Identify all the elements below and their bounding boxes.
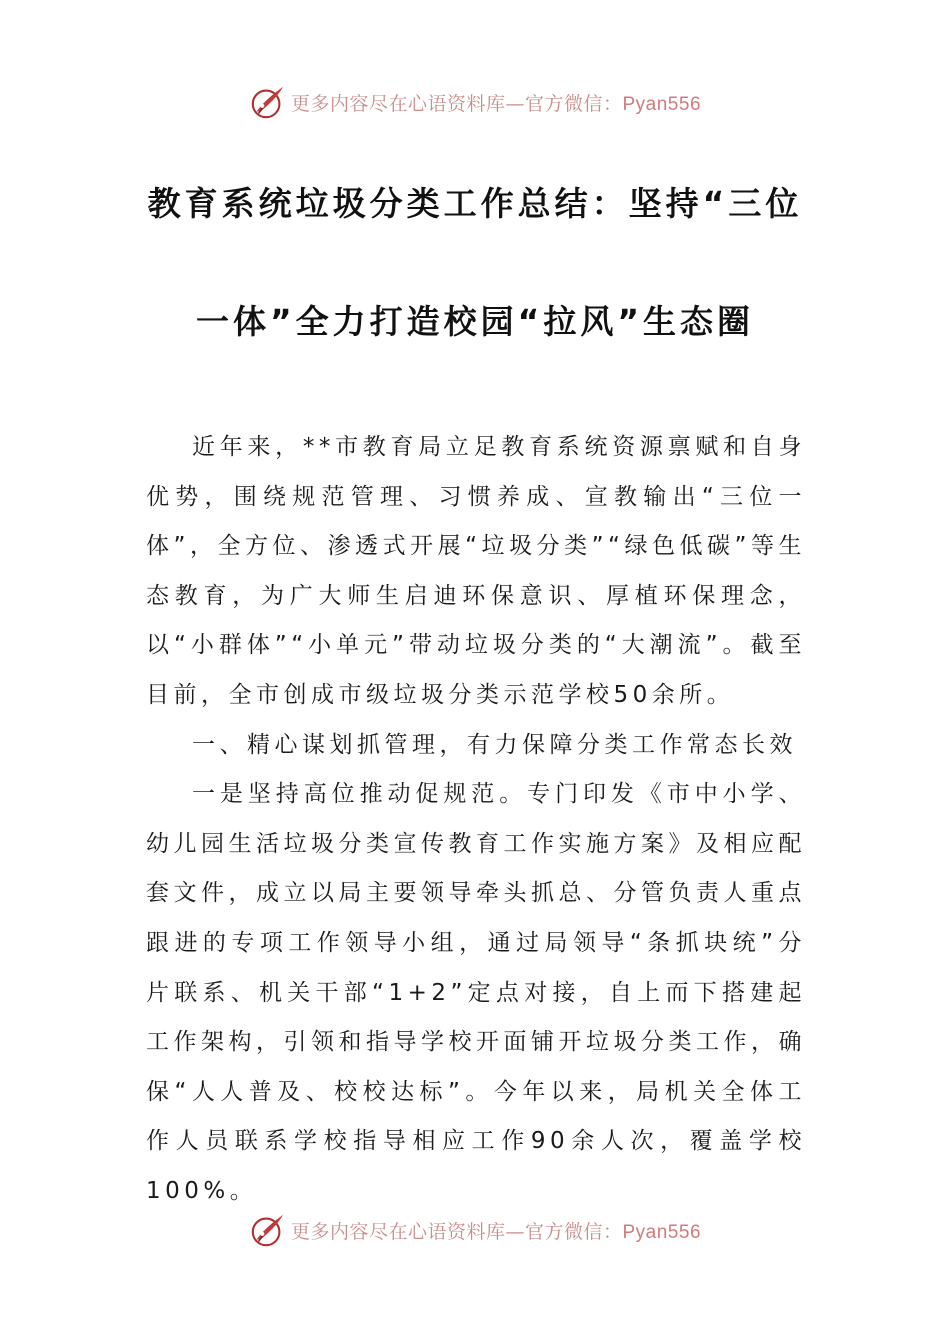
paragraph-intro: 近年来，**市教育局立足教育系统资源禀赋和自身优势，围绕规范管理、习惯养成、宣教输出“三位一体”，全方位、渗透式开展“垃圾分类”“绿色低碳”等生态教育，为广大师生启迪环保意识、厚植环保理念，以“小群体”“小单元”带动垃圾分类的“大潮流”。截至目前，全市创成市级垃圾分类示范学校50余所。: [146, 434, 806, 708]
watermark-text: 更多内容尽在心语资料库—官方微信：Pyan556: [290, 1220, 702, 1243]
quill-logo-icon: [249, 1211, 287, 1249]
document-title-line-2: 一体”全力打造校园“拉风”生态圈: [195, 302, 755, 341]
watermark-text: 更多内容尽在心语资料库—官方微信：Pyan556: [290, 92, 702, 115]
watermark-banner-bottom: [0, 1210, 950, 1250]
document-body: [146, 423, 806, 1217]
paragraph-1: 一是坚持高位推动促规范。专门印发《市中小学、幼儿园生活垃圾分类宣传教育工作实施方案》及相应配套文件，成立以局主要领导牵头抓总、分管负责人重点跟进的专项工作领导小组，通过局领导“条抓块统”分片联系、机关干部“1+2”定点对接，自上而下搭建起工作架构，引领和指导学校开面铺开垃圾分类工作，确保“人人普及、校校达标”。今年以来，局机关全体工作人员联系学校指导相应工作90余人次，覆盖学校100%。: [146, 781, 806, 1204]
document-title-line-1: 教育系统垃圾分类工作总结：坚持“三位: [147, 184, 803, 223]
watermark-banner-top: [0, 82, 950, 122]
quill-logo-icon: [249, 83, 287, 121]
section-heading-1: 一、精心谋划抓管理，有力保障分类工作常态长效: [192, 731, 797, 758]
